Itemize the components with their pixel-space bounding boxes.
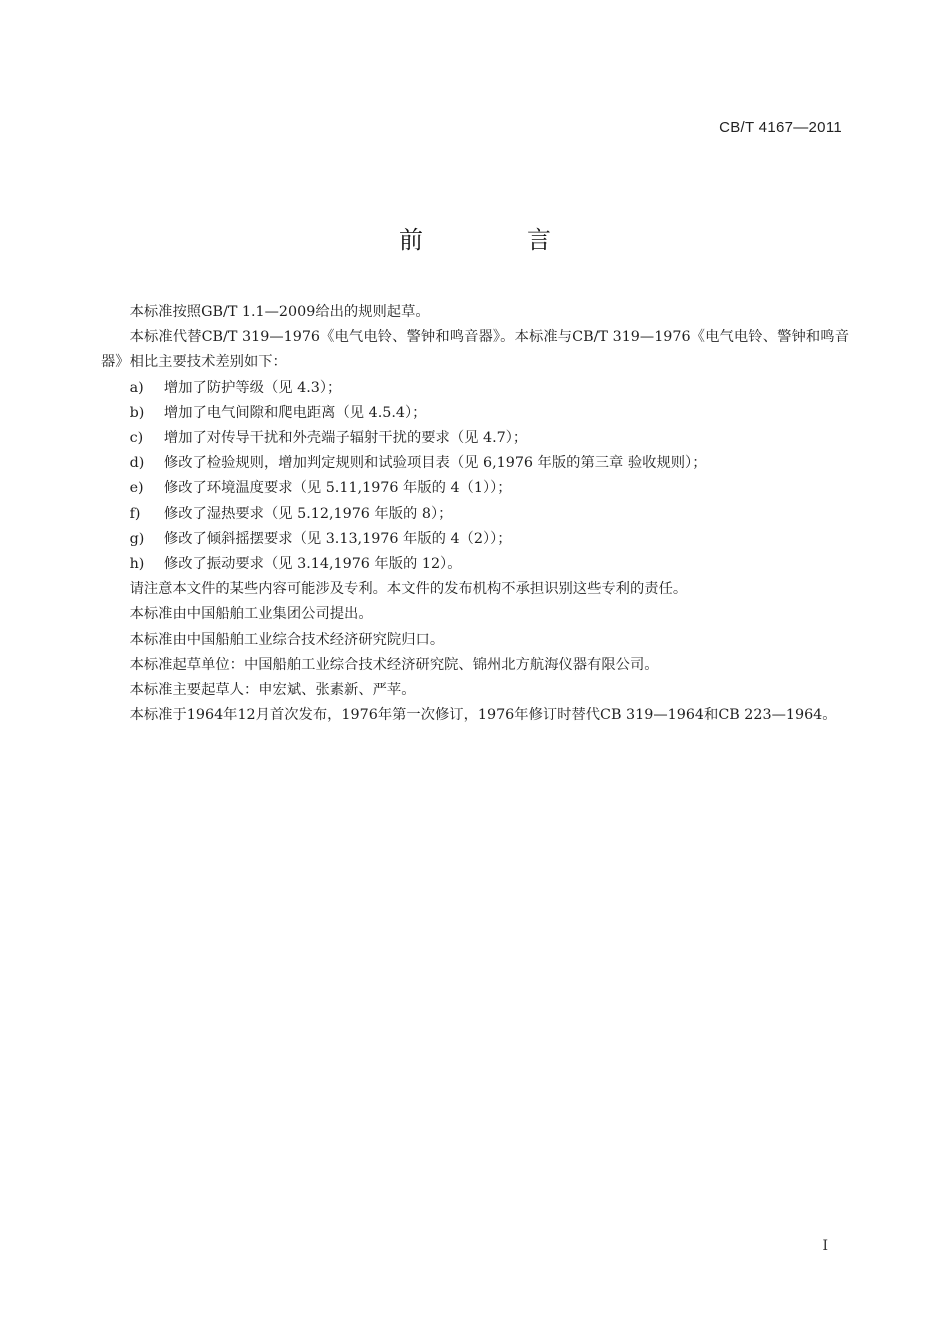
page-title: 前 言 — [399, 226, 591, 254]
list-item-text: 修改了环境温度要求（见 5.11,1976 年版的 4（1））； — [163, 480, 512, 497]
list-item-label: a) — [129, 379, 144, 396]
list-item-label: d) — [129, 455, 145, 472]
list-item-change-h — [101, 552, 849, 577]
list-item-label: e) — [129, 480, 144, 497]
list-item-label: b) — [129, 404, 145, 421]
list-item-text: 修改了检验规则，增加判定规则和试验项目表（见 6,1976 年版的第三章 验收规则）； — [163, 455, 707, 472]
paragraph-patent-notice: 请注意本文件的某些内容可能涉及专利。本文件的发布机构不承担识别这些专利的责任。 — [129, 581, 688, 598]
paragraph-proposer: 本标准由中国船舶工业集团公司提出。 — [129, 606, 373, 623]
list-item-label: g) — [129, 530, 145, 547]
paragraph-drafters: 本标准主要起草人：申宏斌、张素新、严苹。 — [129, 682, 416, 699]
list-item-change-d — [101, 451, 849, 476]
paragraph-drafting-units: 本标准起草单位：中国船舶工业综合技术经济研究院、锦州北方航海仪器有限公司。 — [129, 656, 659, 673]
list-item-change-a — [101, 376, 849, 401]
list-item-text: 增加了对传导干扰和外壳端子辐射干扰的要求（见 4.7）； — [163, 430, 528, 447]
standard-code: CB/T 4167—2011 — [719, 119, 842, 136]
foreword-body — [101, 300, 849, 728]
list-item-change-e — [101, 476, 849, 501]
list-item-text: 修改了振动要求（见 3.14,1976 年版的 12）。 — [163, 556, 462, 573]
list-item-change-f — [101, 502, 849, 527]
list-item-change-c — [101, 426, 849, 451]
page-number: I — [822, 1238, 828, 1254]
list-item-text: 增加了电气间隙和爬电距离（见 4.5.4）； — [163, 404, 427, 421]
paragraph-history: 本标准于1964年12月首次发布，1976年第一次修订，1976年修订时替代CB 319—1964和CB 223—1964。 — [129, 707, 837, 724]
paragraph-administrator: 本标准由中国船舶工业综合技术经济研究院归口。 — [129, 631, 445, 648]
list-item-label: f) — [129, 505, 141, 522]
list-item-text: 修改了湿热要求（见 5.12,1976 年版的 8）； — [163, 505, 453, 522]
list-item-text: 修改了倾斜摇摆要求（见 3.13,1976 年版的 4（2））； — [163, 530, 512, 547]
paragraph-replacement: 本标准代替CB/T 319—1976《电气电铃、警钟和鸣音器》。本标准与CB/T 319—1976《电气电铃、警钟和鸣音器》相比主要技术差别如下： — [101, 329, 849, 371]
list-item-text: 增加了防护等级（见 4.3）； — [163, 379, 342, 396]
paragraph-drafting-rules: 本标准按照GB/T 1.1—2009给出的规则起草。 — [129, 304, 430, 320]
list-item-change-b — [101, 401, 849, 426]
list-item-change-g — [101, 527, 849, 552]
list-item-label: c) — [129, 430, 144, 447]
list-item-label: h) — [129, 556, 145, 573]
